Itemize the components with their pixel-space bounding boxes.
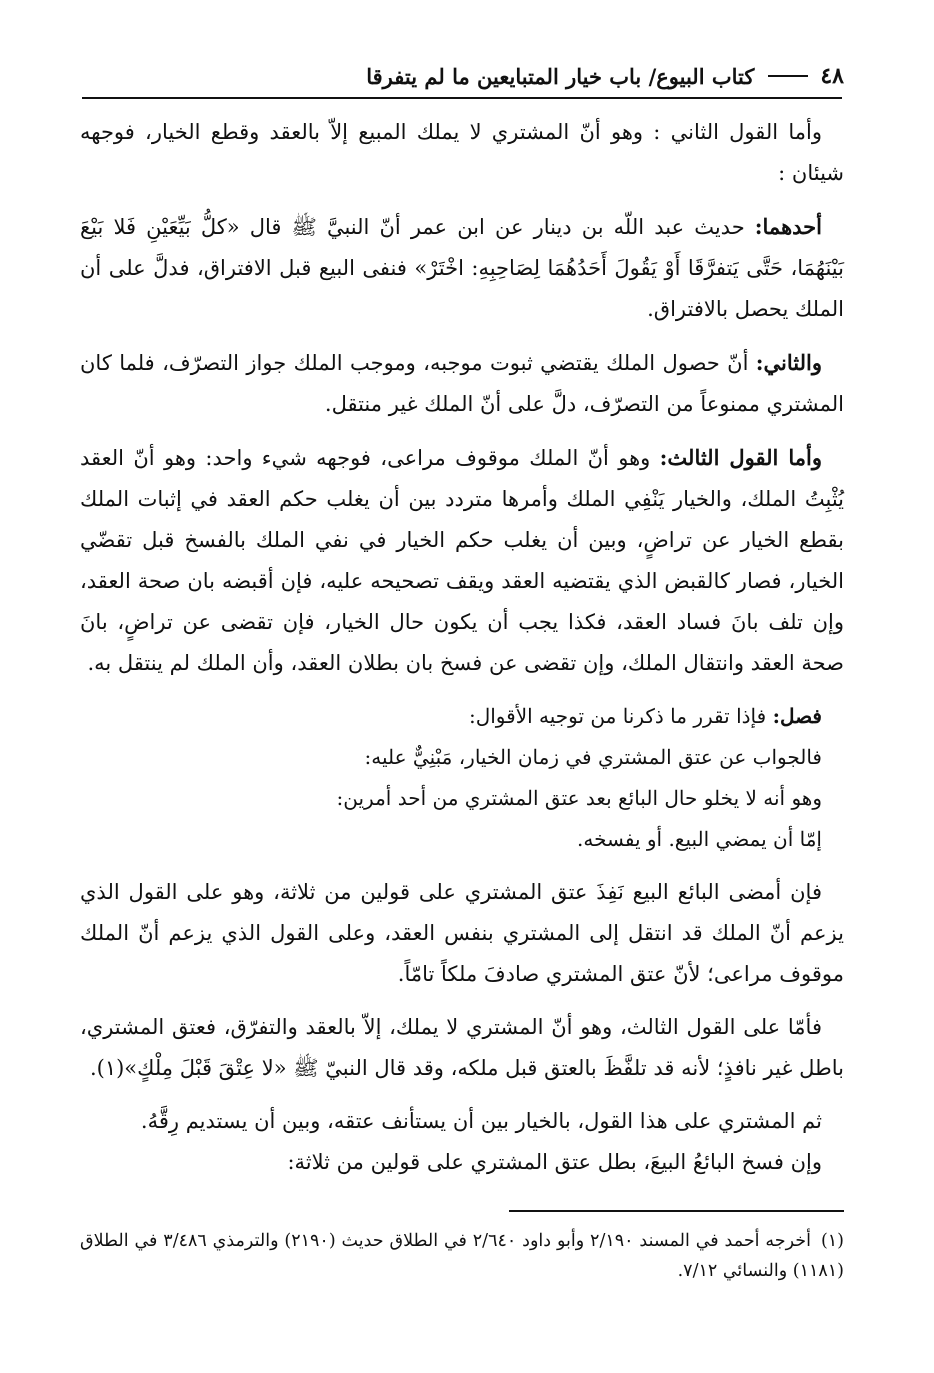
paragraph-text: أنّ حصول الملك يقتضي ثبوت موجبه، وموجب الملك جواز التصرّف، فلما كان المشتري ممنوعاً من التصرّف، دلَّ على أنّ الملك غير منتقل. (80, 351, 844, 416)
paragraph-first-reason (80, 206, 844, 330)
paragraph-text: وأما القول الثاني : وهو أنّ المشتري لا يملك المبيع إلاّ بالعقد وقطع الخيار، فوجهه شيئان : (80, 120, 844, 185)
section-line: وهو أنه لا يخلو حال البائع بعد عتق المشتري من أحد أمرين: (336, 786, 822, 810)
paragraph-text: وهو أنّ الملك موقوف مراعى، فوجهه شيء واحد: وهو أنّ العقد يُثْبِتُ الملك، والخيار يَنْفِي الملك وأمرها متردد بين أن يغلب حكم العقد في إثبات الملك بقطع الخيار عن تراضٍ، وبين أن يغلب حكم الخيار في نفي الملك بالفسخ قبل تقضّي الخيار، فصار كالقبض الذي يقتضيه العقد ويقف تصحيحه عليه، فإن أقبضه بان صحة العقد، وإن تلف بانَ فساد العقد، فكذا يجب أن يكون حال الخيار، فإن تقضى عن تراضٍ، بانَ صحة العقد وانتقال الملك، وإن تقضى عن فسخ بان بطلان العقد، وأن الملك لم ينتقل به. (80, 446, 844, 675)
header-dash (768, 75, 808, 77)
footnote (80, 1226, 844, 1286)
footnote-marker: (١) (820, 1231, 844, 1251)
paragraph-text: فأمّا على القول الثالث، وهو أنّ المشتري لا يملك، إلاّ بالعقد والتفرّق، فعتق المشتري، باطل غير نافذٍ؛ لأنه قد تلفَّظَ بالعتق قبل ملكه، وقد قال النبيّ ﷺ «لا عِتْقَ قَبْلَ مِلْكٍ»(١). (80, 1015, 844, 1080)
section-lead: فصل: (772, 704, 822, 728)
running-header (82, 56, 844, 96)
main-text (80, 112, 844, 1195)
header-rule (82, 97, 842, 99)
paragraph-lead: وأما القول الثالث: (659, 445, 822, 470)
paragraph-second-reason (80, 342, 844, 425)
section-line: فصل: فإذا تقرر ما ذكرنا من توجيه الأقوال: (468, 704, 822, 728)
footnote-separator (509, 1210, 844, 1212)
paragraph-text: ثم المشتري على هذا القول، بالخيار بين أن يستأنف عتقه، وبين أن يستديم رِقَّهُ. (140, 1109, 822, 1133)
paragraph-second-opinion (80, 112, 844, 194)
section-line: فالجواب عن عتق المشتري في زمان الخيار، مَبْنِيٌّ عليه: (364, 745, 822, 769)
paragraph-lead: أحدهما: (754, 214, 822, 239)
section-fasl (80, 696, 844, 860)
paragraph-third-opinion (80, 437, 844, 684)
paragraph-text: فإن أمضى البائع البيع نَفِذَ عتق المشتري على قولين من ثلاثة، وهو على القول الذي يزعم أنّ الملك قد انتقل إلى المشتري بنفس العقد، وعلى القول الذي يزعم أنّ الملك موقوف مراعى؛ لأنّ عتق المشتري صادفَ ملكاً تامّاً. (80, 880, 844, 986)
paragraph-text: حديث عبد اللّه بن دينار عن ابن عمر أنّ النبيَّ ﷺ قال «كلُّ بَيِّعَيْنِ فَلا بَيْعَ بَيْنَهُمَا، حَتَّى يَتفرَّقَا أَوْ يَقُولَ أَحَدُهُمَا لِصَاحِبِهِ: اخْتَرْ» فنفى البيع قبل الافتراق، فدلَّ على أن الملك يحصل بالافتراق. (80, 215, 844, 321)
page-number: ٤٨ (820, 63, 844, 89)
paragraph-text: وإن فسخ البائعُ البيعَ، بطل عتق المشتري على قولين من ثلاثة: (287, 1150, 822, 1174)
paragraph-lead: والثاني: (755, 350, 822, 375)
footnote-text: أخرجه أحمد في المسند ٢/١٩٠ وأبو داود ٢/٦٤٠ في الطلاق حديث (٢١٩٠) والترمذي ٣/٤٨٦ في الطلاق (١١٨١) والنسائي ٧/١٢. (80, 1231, 844, 1281)
section-line: إمّا أن يمضي البيع. أو يفسخه. (577, 827, 822, 851)
running-title: كتاب البيوع/ باب خيار المتبايعين ما لم يتفرقا (366, 63, 755, 89)
